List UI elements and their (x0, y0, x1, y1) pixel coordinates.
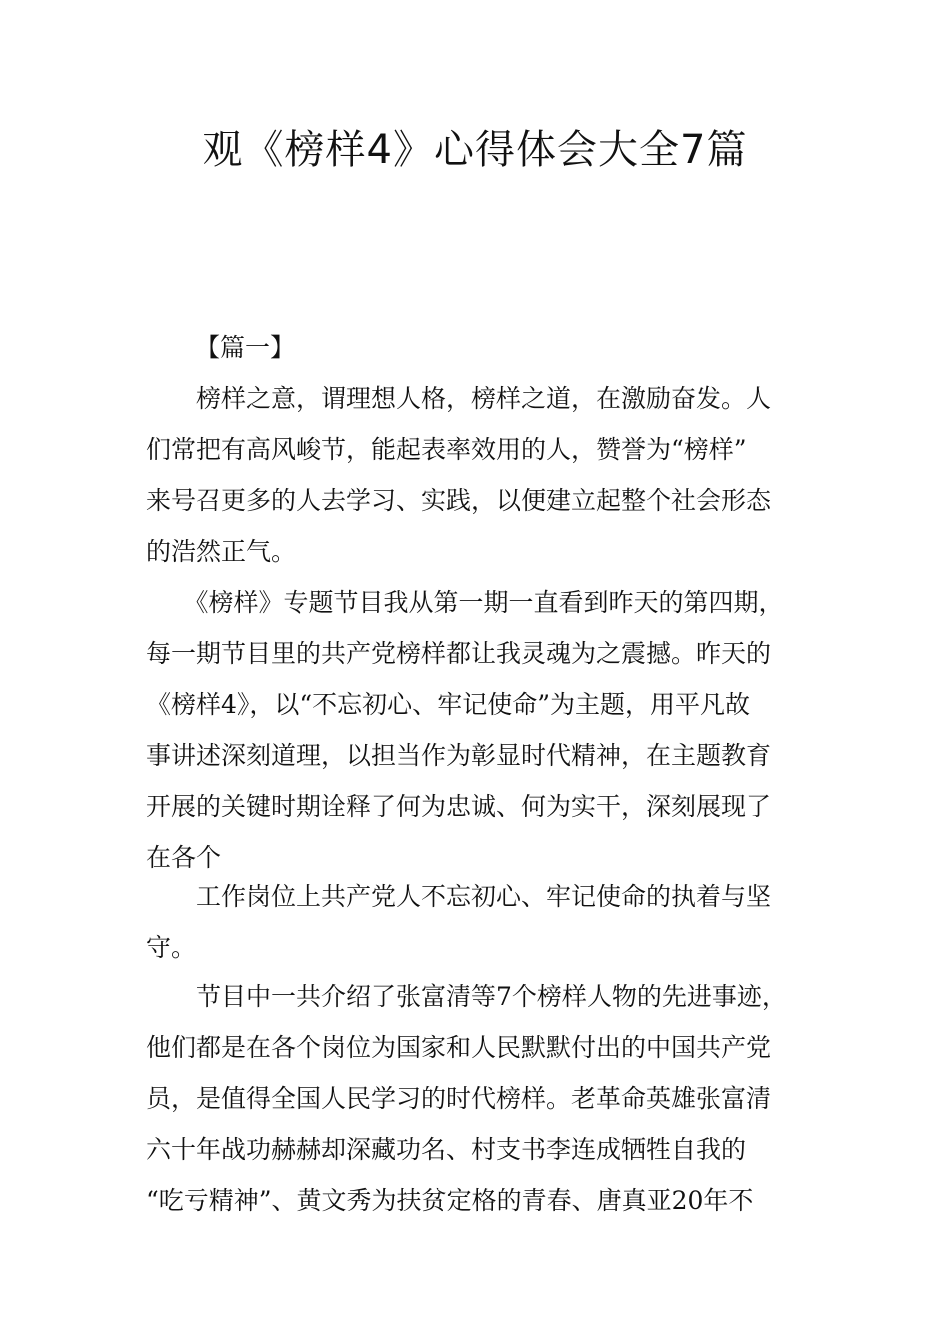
paragraph-line: 节目中一共介绍了张富清等7个榜样人物的先进事迹， (146, 982, 787, 1011)
paragraph-line: 开展的关键时期诠释了何为忠诚、何为实干，深刻展现了 (146, 792, 772, 821)
paragraph-line: 《榜样》专题节目我从第一期一直看到昨天的第四期， (146, 588, 784, 617)
paragraph-line: 榜样之意，谓理想人格，榜样之道，在激励奋发。人 (146, 384, 772, 413)
paragraph-line: 的浩然正气。 (146, 537, 297, 566)
paragraph-line: 每一期节目里的共产党榜样都让我灵魂为之震撼。昨天的 (146, 639, 772, 668)
paragraph-line: 员，是值得全国人民学习的时代榜样。老革命英雄张富清 (146, 1084, 772, 1113)
paragraph-line: 事讲述深刻道理，以担当作为彰显时代精神，在主题教育 (146, 741, 772, 770)
paragraph-1 (146, 373, 816, 577)
paragraph-line: 来号召更多的人去学习、实践，以便建立起整个社会形态 (146, 486, 772, 515)
paragraph-3 (146, 871, 816, 973)
paragraph-line: 他们都是在各个岗位为国家和人民默默付出的中国共产党 (146, 1033, 772, 1062)
section-heading: 【篇一】 (195, 333, 296, 362)
paragraph-line: 守。 (146, 933, 197, 962)
paragraph-line: 在各个 (146, 843, 222, 872)
paragraph-line: 们常把有高风峻节，能起表率效用的人，赞誉为“榜样” (146, 435, 747, 464)
paragraph-line: 工作岗位上共产党人不忘初心、牢记使命的执着与坚 (146, 882, 772, 911)
paragraph-line: “吃亏精神”、黄文秀为扶贫定格的青春、唐真亚20年不 (146, 1186, 754, 1215)
paragraph-line: 《榜样4》，以“不忘初心、牢记使命”为主题，用平凡故 (146, 690, 750, 719)
document-title: 观《榜样4》心得体会大全7篇 (202, 127, 748, 173)
paragraph-4 (146, 971, 816, 1226)
paragraph-2 (146, 577, 816, 883)
paragraph-line: 六十年战功赫赫却深藏功名、村支书李连成牺牲自我的 (146, 1135, 747, 1164)
